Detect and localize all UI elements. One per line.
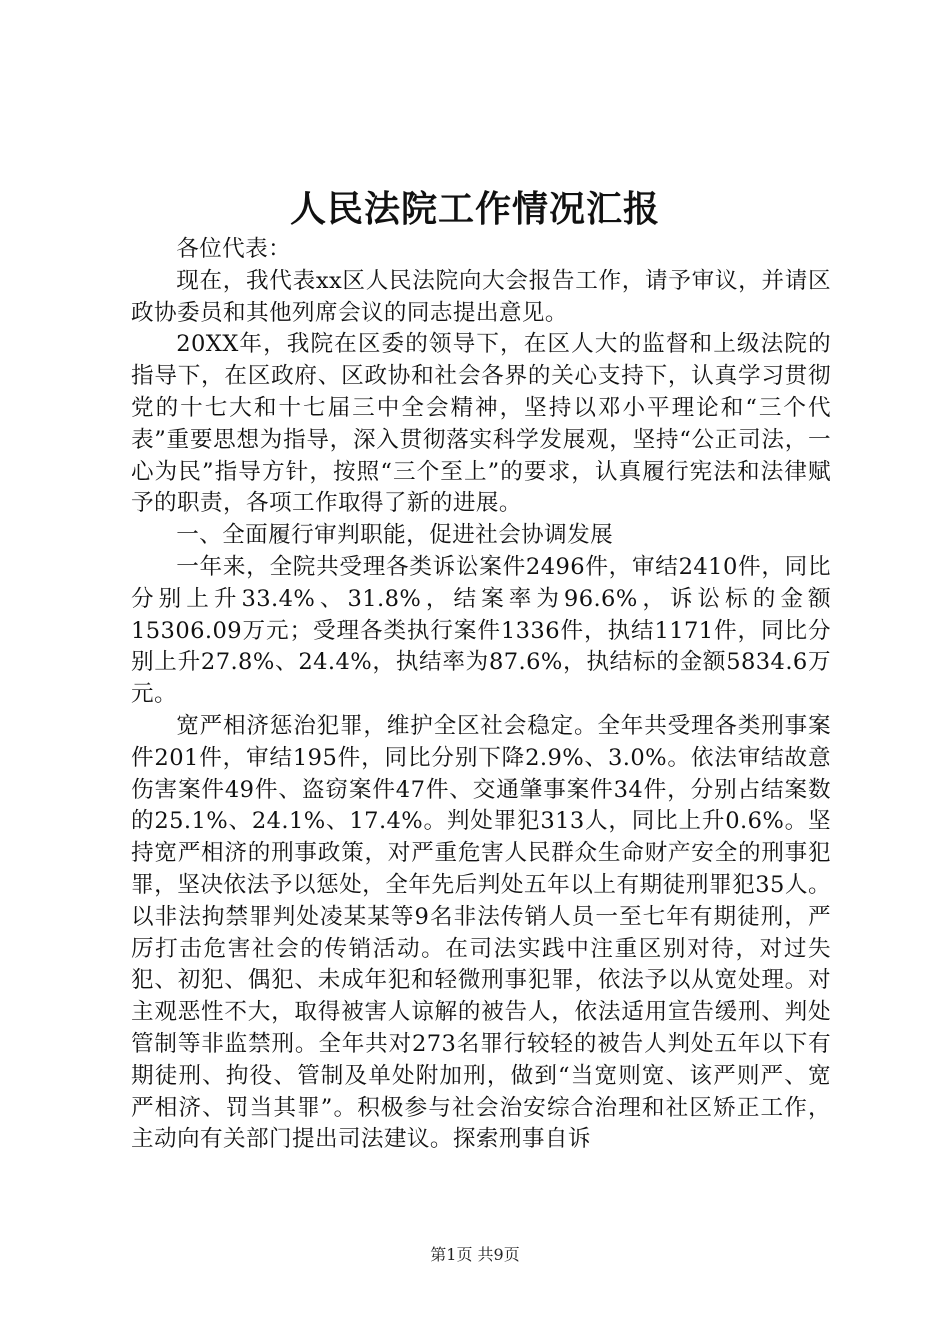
paragraph-statistics: 一年来，全院共受理各类诉讼案件2496件，审结2410件，同比分别上升33.4%、31.8%，结案率为96.6%，诉讼标的金额15306.09万元；受理各类执行案件1336件，执结1171件，同比分别上升27.8%、24.4%，执结率为87.6%，执结标的金额5834.6万元。	[131, 553, 831, 708]
document-title: 人民法院工作情况汇报	[289, 188, 660, 230]
paragraph-intro: 现在，我代表xx区人民法院向大会报告工作，请予审议，并请区政协委员和其他列席会议的同志提出意见。	[131, 267, 831, 326]
section-heading-1: 一、全面履行审判职能，促进社会协调发展	[176, 522, 614, 549]
paragraph-overview: 20XX年，我院在区委的领导下，在区人大的监督和上级法院的指导下，在区政府、区政协和社会各界的关心支持下，认真学习贯彻党的十七大和十七届三中全会精神，坚持以邓小平理论和“三个代表”重要思想为指导，深入贯彻落实科学发展观，坚持“公正司法，一心为民”指导方针，按照“三个至上”的要求，认真履行宪法和法律赋予的职责，各项工作取得了新的进展。	[131, 331, 831, 517]
paragraph-criminal-cases: 宽严相济惩治犯罪，维护全区社会稳定。全年共受理各类刑事案件201件，审结195件，同比分别下降2.9%、3.0%。依法审结故意伤害案件49件、盗窃案件47件、交通肇事案件34件，分别占结案数的25.1%、24.1%、17.4%。判处罪犯313人，同比上升0.6%。坚持宽严相济的刑事政策，对严重危害人民群众生命财产安全的刑事犯罪，坚决依法予以惩处，全年先后判处五年以上有期徒刑罪犯35人。以非法拘禁罪判处凌某某等9名非法传销人员一至七年有期徒刑，严厉打击危害社会的传销活动。在司法实践中注重区别对待，对过失犯、初犯、偶犯、未成年犯和轻微刑事犯罪，依法予以从宽处理。对主观恶性不大，取得被害人谅解的被告人，依法适用宣告缓刑、判处管制等非监禁刑。全年共对273名罪行较轻的被告人判处五年以下有期徒刑、拘役、管制及单处附加刑，做到“当宽则宽、该严则严、宽严相济、罚当其罪”。积极参与社会治安综合治理和社区矫正工作，主动向有关部门提出司法建议。探索刑事自诉	[131, 712, 831, 1153]
document-body	[131, 234, 831, 1156]
salutation: 各位代表：	[176, 236, 292, 262]
page-number-footer: 第1页 共9页	[430, 1245, 520, 1264]
